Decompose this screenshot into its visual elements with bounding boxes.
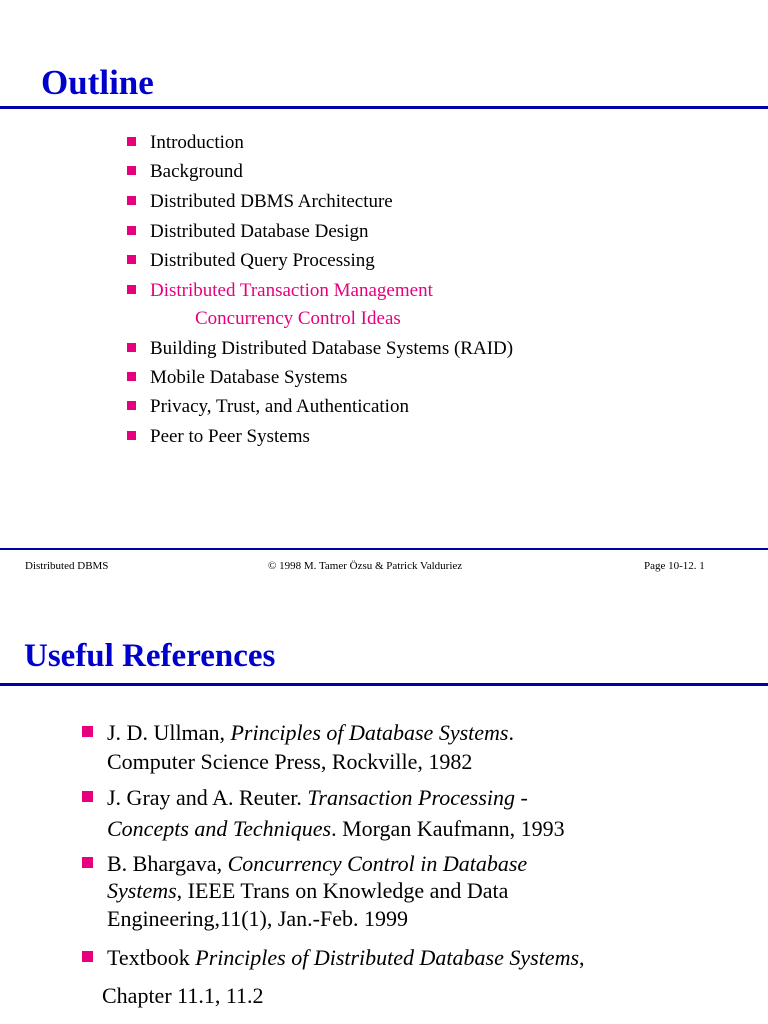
outline-item-database-design: Distributed Database Design <box>150 221 369 242</box>
reference-bhargava-line2: Systems, IEEE Trans on Knowledge and Data <box>107 878 509 903</box>
sub-bullet-icon <box>166 309 177 323</box>
bullet-icon <box>127 226 136 235</box>
reference-ullman-line2: Computer Science Press, Rockville, 1982 <box>107 749 473 774</box>
bullet-icon <box>82 951 93 962</box>
reference-gray-reuter: J. Gray and A. Reuter. Transaction Processing - <box>107 785 528 810</box>
footer-page-number: Page 10-12. 1 <box>644 560 705 572</box>
outline-item-architecture: Distributed DBMS Architecture <box>150 191 393 212</box>
reference-bhargava-line3: Engineering,11(1), Jan.-Feb. 1999 <box>107 906 409 931</box>
bullet-icon <box>127 285 136 294</box>
bullet-icon <box>82 791 93 802</box>
bullet-icon <box>127 343 136 352</box>
bullet-icon <box>127 137 136 146</box>
outline-subitem-concurrency: Concurrency Control Ideas <box>195 308 401 329</box>
outline-item-privacy: Privacy, Trust, and Authentication <box>150 396 409 417</box>
bullet-icon <box>127 196 136 205</box>
footer-left: Distributed DBMS <box>25 560 109 572</box>
reference-bhargava: B. Bhargava, Concurrency Control in Database <box>107 851 528 876</box>
outline-item-query-processing: Distributed Query Processing <box>150 250 375 271</box>
bullet-icon <box>127 255 136 264</box>
outline-title: Outline <box>41 63 154 102</box>
outline-item-transaction-management: Distributed Transaction Management <box>150 280 433 301</box>
footer-rule <box>0 548 768 550</box>
bullet-icon <box>127 372 136 381</box>
reference-gray-reuter-line2: Concepts and Techniques. Morgan Kaufmann, 1993 <box>107 816 565 841</box>
bullet-icon <box>82 857 93 868</box>
outline-item-p2p: Peer to Peer Systems <box>150 426 310 447</box>
footer-copyright: © 1998 M. Tamer Özsu & Patrick Valduriez <box>268 560 463 572</box>
bullet-icon <box>127 431 136 440</box>
reference-ullman: J. D. Ullman, Principles of Database Systems. <box>107 720 514 745</box>
references-title: Useful References <box>24 638 276 674</box>
bullet-icon <box>127 401 136 410</box>
reference-textbook: Textbook Principles of Distributed Database Systems, <box>107 945 585 970</box>
title-rule <box>0 106 768 109</box>
outline-item-introduction: Introduction <box>150 132 244 153</box>
bullet-icon <box>127 166 136 175</box>
outline-item-mobile: Mobile Database Systems <box>150 367 348 388</box>
title-rule-2 <box>0 683 768 686</box>
outline-item-background: Background <box>150 161 243 182</box>
reference-textbook-line2: Chapter 11.1, 11.2 <box>102 983 264 1008</box>
outline-item-raid: Building Distributed Database Systems (RAID) <box>150 338 514 359</box>
bullet-icon <box>82 726 93 737</box>
